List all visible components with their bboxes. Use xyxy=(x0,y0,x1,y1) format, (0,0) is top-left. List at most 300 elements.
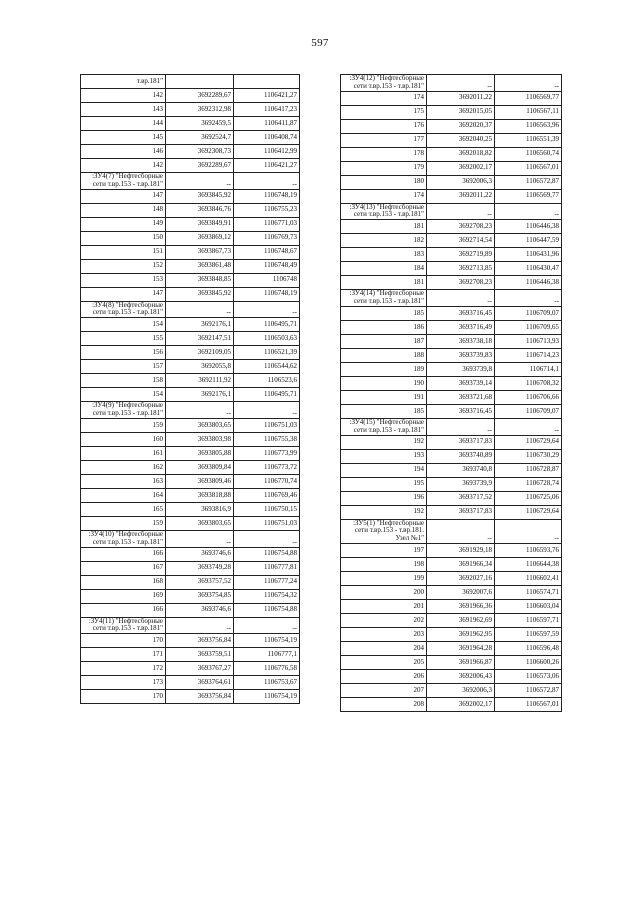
x-coordinate-cell: 3693848,85 xyxy=(166,273,234,287)
point-number-cell: 184 xyxy=(341,262,427,276)
point-number-cell: 186 xyxy=(341,320,427,334)
coordinate-row xyxy=(341,234,562,248)
x-coordinate-cell: 3693803,98 xyxy=(166,432,234,446)
x-coordinate-cell xyxy=(166,75,234,89)
y-coordinate-cell: 1106447,59 xyxy=(495,234,562,248)
coordinate-row xyxy=(341,220,562,234)
parcel-label-cell: :ЗУ4(10) "Нефтесборные сети т.вр.153 - т.вр.181" xyxy=(81,530,166,547)
y-coordinate-cell: 1106754,19 xyxy=(234,690,300,704)
y-coordinate-cell: 1106431,96 xyxy=(495,248,562,262)
point-number-cell: 161 xyxy=(81,446,166,460)
point-number-cell: 162 xyxy=(81,460,166,474)
y-coordinate-cell: 1106574,71 xyxy=(495,586,562,600)
y-coordinate-cell: 1106706,66 xyxy=(495,390,562,404)
x-coordinate-cell: 3693767,27 xyxy=(166,662,234,676)
point-number-cell: 199 xyxy=(341,572,427,586)
coordinate-row xyxy=(341,390,562,404)
point-number-cell: 188 xyxy=(341,348,427,362)
y-coordinate-cell: -- xyxy=(234,301,300,318)
coordinate-row xyxy=(81,676,300,690)
x-coordinate-cell: -- xyxy=(427,418,495,435)
point-number-cell: 166 xyxy=(81,547,166,561)
coordinate-row xyxy=(341,119,562,133)
coordinate-row xyxy=(341,175,562,189)
x-coordinate-cell: 3693740,89 xyxy=(427,449,495,463)
coordinate-row xyxy=(81,145,300,159)
coordinates-table-left xyxy=(80,74,300,704)
point-number-cell: 198 xyxy=(341,558,427,572)
point-number-cell: 190 xyxy=(341,376,427,390)
y-coordinate-cell: 1106563,96 xyxy=(495,119,562,133)
coordinate-row xyxy=(341,348,562,362)
y-coordinate-cell: 1106713,93 xyxy=(495,334,562,348)
coordinate-row xyxy=(81,189,300,203)
y-coordinate-cell: 1106421,27 xyxy=(234,159,300,173)
coordinate-row xyxy=(341,276,562,290)
x-coordinate-cell: 3693803,65 xyxy=(166,516,234,530)
x-coordinate-cell: 3693818,88 xyxy=(166,488,234,502)
parcel-header-row xyxy=(341,519,562,543)
x-coordinate-cell: 3693845,92 xyxy=(166,189,234,203)
point-number-cell: 159 xyxy=(81,516,166,530)
x-coordinate-cell: 3693759,51 xyxy=(166,648,234,662)
point-number-cell: 201 xyxy=(341,600,427,614)
coordinate-row xyxy=(341,376,562,390)
coordinate-row xyxy=(81,662,300,676)
coordinate-row xyxy=(341,491,562,505)
x-coordinate-cell: 3693717,83 xyxy=(427,435,495,449)
y-coordinate-cell: 1106776,58 xyxy=(234,662,300,676)
parcel-label-cell: :ЗУ4(9) "Нефтесборные сети т.вр.153 - т.вр.181" xyxy=(81,402,166,419)
x-coordinate-cell: 3692109,05 xyxy=(166,346,234,360)
coordinate-row xyxy=(81,131,300,145)
page-number: 597 xyxy=(311,37,329,49)
parcel-header-row xyxy=(81,617,300,634)
y-coordinate-cell: 1106495,71 xyxy=(234,318,300,332)
coordinate-row xyxy=(341,558,562,572)
coordinate-row xyxy=(81,231,300,245)
y-coordinate-cell: -- xyxy=(234,617,300,634)
y-coordinate-cell: 1106728,87 xyxy=(495,463,562,477)
y-coordinate-cell: 1106714,1 xyxy=(495,362,562,376)
x-coordinate-cell: -- xyxy=(427,519,495,543)
x-coordinate-cell: 3692011,22 xyxy=(427,91,495,105)
y-coordinate-cell: 1106750,15 xyxy=(234,502,300,516)
x-coordinate-cell: 3692015,05 xyxy=(427,105,495,119)
coordinate-row xyxy=(81,388,300,402)
point-number-cell: 181 xyxy=(341,276,427,290)
x-coordinate-cell: 3692708,23 xyxy=(427,276,495,290)
coordinate-row xyxy=(341,334,562,348)
x-coordinate-cell: 3692002,17 xyxy=(427,161,495,175)
y-coordinate-cell: 1106503,63 xyxy=(234,332,300,346)
coordinate-row xyxy=(341,133,562,147)
y-coordinate-cell: -- xyxy=(495,203,562,220)
coordinate-row xyxy=(341,642,562,656)
x-coordinate-cell: 3693756,84 xyxy=(166,690,234,704)
coordinate-row xyxy=(341,477,562,491)
point-number-cell: 168 xyxy=(81,575,166,589)
y-coordinate-cell: 1106593,76 xyxy=(495,544,562,558)
x-coordinate-cell: 3691962,69 xyxy=(427,614,495,628)
y-coordinate-cell: 1106600,26 xyxy=(495,656,562,670)
point-number-cell: 194 xyxy=(341,463,427,477)
coordinate-row xyxy=(81,203,300,217)
x-coordinate-cell: 3693716,45 xyxy=(427,306,495,320)
coordinate-row xyxy=(81,561,300,575)
x-coordinate-cell: 3692111,92 xyxy=(166,374,234,388)
y-coordinate-cell: 1106729,64 xyxy=(495,435,562,449)
x-coordinate-cell: 3692020,37 xyxy=(427,119,495,133)
point-number-cell: 196 xyxy=(341,491,427,505)
point-number-cell: 154 xyxy=(81,388,166,402)
point-number-cell: 197 xyxy=(341,544,427,558)
coordinate-row xyxy=(81,575,300,589)
x-coordinate-cell: 3692040,25 xyxy=(427,133,495,147)
parcel-label-cell: :ЗУ4(12) "Нефтесборные сети т.вр.153 - т.вр.181" xyxy=(341,75,427,92)
point-number-cell: 171 xyxy=(81,648,166,662)
x-coordinate-cell: 3693716,45 xyxy=(427,404,495,418)
point-number-cell: 193 xyxy=(341,449,427,463)
point-number-cell: 142 xyxy=(81,89,166,103)
y-coordinate-cell: 1106751,03 xyxy=(234,418,300,432)
y-coordinate-cell: 1106714,23 xyxy=(495,348,562,362)
point-number-cell: 170 xyxy=(81,690,166,704)
x-coordinate-cell: 3692459,5 xyxy=(166,117,234,131)
point-number-cell: 189 xyxy=(341,362,427,376)
coordinate-row xyxy=(81,259,300,273)
point-number-cell: 166 xyxy=(81,603,166,617)
point-number-cell: 151 xyxy=(81,245,166,259)
x-coordinate-cell: 3692006,43 xyxy=(427,670,495,684)
y-coordinate-cell xyxy=(234,75,300,89)
x-coordinate-cell: -- xyxy=(166,301,234,318)
coordinate-row xyxy=(81,432,300,446)
y-coordinate-cell: 1106773,72 xyxy=(234,460,300,474)
coordinate-row xyxy=(81,103,300,117)
x-coordinate-cell: 3693805,88 xyxy=(166,446,234,460)
coordinates-table-right-body xyxy=(341,75,562,712)
point-number-cell: 167 xyxy=(81,561,166,575)
coordinate-row xyxy=(81,648,300,662)
y-coordinate-cell: 1106754,19 xyxy=(234,634,300,648)
x-coordinate-cell: 3692708,23 xyxy=(427,220,495,234)
x-coordinate-cell: -- xyxy=(166,402,234,419)
y-coordinate-cell: 1106411,87 xyxy=(234,117,300,131)
x-coordinate-cell: 3693756,84 xyxy=(166,634,234,648)
y-coordinate-cell: -- xyxy=(495,418,562,435)
coordinate-row xyxy=(341,684,562,698)
y-coordinate-cell: 1106769,46 xyxy=(234,488,300,502)
x-coordinate-cell: -- xyxy=(166,173,234,190)
y-coordinate-cell: 1106753,67 xyxy=(234,676,300,690)
y-coordinate-cell: 1106569,77 xyxy=(495,91,562,105)
point-number-cell: 192 xyxy=(341,435,427,449)
y-coordinate-cell: 1106777,1 xyxy=(234,648,300,662)
x-coordinate-cell: 3692055,8 xyxy=(166,360,234,374)
y-coordinate-cell: 1106551,39 xyxy=(495,133,562,147)
y-coordinate-cell: 1106521,39 xyxy=(234,346,300,360)
coordinate-row xyxy=(341,572,562,586)
parcel-label-cell: :ЗУ4(8) "Нефтесборные сети т.вр.153 - т.вр.181" xyxy=(81,301,166,318)
x-coordinate-cell: 3693803,65 xyxy=(166,418,234,432)
coordinate-row xyxy=(81,690,300,704)
point-number-cell: 146 xyxy=(81,145,166,159)
point-number-cell: 181 xyxy=(341,220,427,234)
y-coordinate-cell: 1106770,74 xyxy=(234,474,300,488)
point-number-cell: 182 xyxy=(341,234,427,248)
y-coordinate-cell: 1106773,99 xyxy=(234,446,300,460)
x-coordinate-cell: -- xyxy=(427,203,495,220)
y-coordinate-cell: 1106572,87 xyxy=(495,175,562,189)
coordinate-row xyxy=(81,603,300,617)
point-number-cell: 163 xyxy=(81,474,166,488)
y-coordinate-cell: 1106417,23 xyxy=(234,103,300,117)
point-number-cell: 185 xyxy=(341,404,427,418)
coordinate-row xyxy=(341,544,562,558)
y-coordinate-cell: 1106748,19 xyxy=(234,189,300,203)
point-number-cell: 149 xyxy=(81,217,166,231)
parcel-label-cell: :ЗУ4(14) "Нефтесборные сети т.вр.153 - т.вр.181" xyxy=(341,290,427,307)
point-number-cell: 185 xyxy=(341,306,427,320)
y-coordinate-cell: 1106729,64 xyxy=(495,505,562,519)
point-number-cell: 158 xyxy=(81,374,166,388)
point-number-cell: 208 xyxy=(341,698,427,712)
parcel-header-row xyxy=(341,418,562,435)
coordinate-row xyxy=(81,418,300,432)
point-number-cell: 147 xyxy=(81,287,166,301)
y-coordinate-cell: 1106755,38 xyxy=(234,432,300,446)
y-coordinate-cell: 1106728,74 xyxy=(495,477,562,491)
x-coordinate-cell: 3693739,14 xyxy=(427,376,495,390)
y-coordinate-cell: 1106567,11 xyxy=(495,105,562,119)
point-number-cell: 165 xyxy=(81,502,166,516)
x-coordinate-cell: 3692289,67 xyxy=(166,159,234,173)
parcel-header-row xyxy=(341,75,562,92)
x-coordinate-cell: 3693764,61 xyxy=(166,676,234,690)
coordinate-row xyxy=(341,147,562,161)
coordinate-row xyxy=(341,189,562,203)
point-number-cell: 174 xyxy=(341,189,427,203)
point-number-cell: 160 xyxy=(81,432,166,446)
coordinate-row xyxy=(341,614,562,628)
coordinate-row xyxy=(341,435,562,449)
parcel-label-cell: :ЗУ4(15) "Нефтесборные сети т.вр.153 - т.вр.181" xyxy=(341,418,427,435)
parcel-header-row xyxy=(81,530,300,547)
y-coordinate-cell: 1106708,32 xyxy=(495,376,562,390)
x-coordinate-cell: 3693740,8 xyxy=(427,463,495,477)
point-number-cell: 178 xyxy=(341,147,427,161)
point-number-cell: 155 xyxy=(81,332,166,346)
y-coordinate-cell: 1106408,74 xyxy=(234,131,300,145)
x-coordinate-cell: 3693861,48 xyxy=(166,259,234,273)
y-coordinate-cell: 1106777,24 xyxy=(234,575,300,589)
coordinate-row xyxy=(81,159,300,173)
point-number-cell: 142 xyxy=(81,159,166,173)
x-coordinate-cell: 3692312,98 xyxy=(166,103,234,117)
point-number-cell: 154 xyxy=(81,318,166,332)
coordinate-row xyxy=(81,547,300,561)
y-coordinate-cell: 1106644,38 xyxy=(495,558,562,572)
point-number-cell: 176 xyxy=(341,119,427,133)
point-number-cell: 157 xyxy=(81,360,166,374)
y-coordinate-cell: 1106754,32 xyxy=(234,589,300,603)
coordinate-row xyxy=(341,586,562,600)
point-number-cell: 147 xyxy=(81,189,166,203)
y-coordinate-cell: -- xyxy=(495,519,562,543)
coordinate-row xyxy=(81,474,300,488)
coordinate-row xyxy=(341,449,562,463)
point-number-cell: 159 xyxy=(81,418,166,432)
point-number-cell: 205 xyxy=(341,656,427,670)
coordinate-row xyxy=(341,505,562,519)
y-coordinate-cell: 1106771,03 xyxy=(234,217,300,231)
x-coordinate-cell: 3691966,87 xyxy=(427,656,495,670)
x-coordinate-cell: 3693757,52 xyxy=(166,575,234,589)
coordinate-row xyxy=(341,262,562,276)
coordinate-row xyxy=(341,698,562,712)
coordinate-row xyxy=(341,463,562,477)
y-coordinate-cell: 1106544,62 xyxy=(234,360,300,374)
y-coordinate-cell: 1106602,41 xyxy=(495,572,562,586)
y-coordinate-cell: 1106560,74 xyxy=(495,147,562,161)
x-coordinate-cell: 3693716,49 xyxy=(427,320,495,334)
point-number-cell: 177 xyxy=(341,133,427,147)
y-coordinate-cell: 1106754,88 xyxy=(234,547,300,561)
point-number-cell: 153 xyxy=(81,273,166,287)
coordinate-row xyxy=(341,628,562,642)
y-coordinate-cell: 1106751,03 xyxy=(234,516,300,530)
x-coordinate-cell: -- xyxy=(166,530,234,547)
y-coordinate-cell: -- xyxy=(495,75,562,92)
x-coordinate-cell: 3693869,12 xyxy=(166,231,234,245)
parcel-label-cell: :ЗУ4(7) "Нефтесборные сети т.вр.153 - т.вр.181" xyxy=(81,173,166,190)
point-number-cell: 175 xyxy=(341,105,427,119)
x-coordinate-cell: -- xyxy=(427,75,495,92)
x-coordinate-cell: 3692176,1 xyxy=(166,318,234,332)
x-coordinate-cell: 3693867,73 xyxy=(166,245,234,259)
y-coordinate-cell: 1106446,38 xyxy=(495,220,562,234)
x-coordinate-cell: 3692018,82 xyxy=(427,147,495,161)
y-coordinate-cell: 1106748,19 xyxy=(234,287,300,301)
x-coordinate-cell: 3693739,9 xyxy=(427,477,495,491)
point-number-cell: 174 xyxy=(341,91,427,105)
y-coordinate-cell: 1106569,77 xyxy=(495,189,562,203)
y-coordinate-cell: 1106495,71 xyxy=(234,388,300,402)
coordinate-row xyxy=(81,217,300,231)
point-number-cell: т.вр.181" xyxy=(81,75,166,89)
point-number-cell: 145 xyxy=(81,131,166,145)
x-coordinate-cell: 3691964,28 xyxy=(427,642,495,656)
x-coordinate-cell: 3693721,68 xyxy=(427,390,495,404)
coordinate-row xyxy=(81,634,300,648)
coordinate-row xyxy=(81,117,300,131)
point-number-cell: 203 xyxy=(341,628,427,642)
y-coordinate-cell: 1106446,38 xyxy=(495,276,562,290)
point-number-cell: 169 xyxy=(81,589,166,603)
coordinate-row xyxy=(81,488,300,502)
x-coordinate-cell: 3692007,6 xyxy=(427,586,495,600)
point-number-cell: 143 xyxy=(81,103,166,117)
coordinate-row xyxy=(341,105,562,119)
point-number-cell: 173 xyxy=(81,676,166,690)
y-coordinate-cell: 1106777,81 xyxy=(234,561,300,575)
point-number-cell: 183 xyxy=(341,248,427,262)
coordinate-row xyxy=(81,346,300,360)
point-number-cell: 200 xyxy=(341,586,427,600)
x-coordinate-cell: 3692524,7 xyxy=(166,131,234,145)
point-number-cell: 156 xyxy=(81,346,166,360)
x-coordinate-cell: 3693746,6 xyxy=(166,603,234,617)
point-number-cell: 195 xyxy=(341,477,427,491)
coordinate-row xyxy=(81,75,300,89)
y-coordinate-cell: 1106573,06 xyxy=(495,670,562,684)
y-coordinate-cell: 1106709,07 xyxy=(495,404,562,418)
point-number-cell: 192 xyxy=(341,505,427,519)
coordinate-row xyxy=(341,161,562,175)
x-coordinate-cell: 3693809,84 xyxy=(166,460,234,474)
coordinate-row xyxy=(341,404,562,418)
parcel-label-cell: :ЗУ4(11) "Нефтесборные сети т.вр.153 - т.вр.181" xyxy=(81,617,166,634)
point-number-cell: 164 xyxy=(81,488,166,502)
point-number-cell: 180 xyxy=(341,175,427,189)
coordinate-row xyxy=(341,306,562,320)
x-coordinate-cell: 3692713,85 xyxy=(427,262,495,276)
x-coordinate-cell: 3693845,92 xyxy=(166,287,234,301)
parcel-header-row xyxy=(81,173,300,190)
coordinate-row xyxy=(81,287,300,301)
point-number-cell: 207 xyxy=(341,684,427,698)
coordinate-row xyxy=(341,362,562,376)
x-coordinate-cell: 3692006,3 xyxy=(427,684,495,698)
point-number-cell: 187 xyxy=(341,334,427,348)
x-coordinate-cell: 3693816,9 xyxy=(166,502,234,516)
y-coordinate-cell: 1106709,65 xyxy=(495,320,562,334)
coordinate-row xyxy=(81,502,300,516)
y-coordinate-cell: 1106430,47 xyxy=(495,262,562,276)
y-coordinate-cell: 1106748,67 xyxy=(234,245,300,259)
x-coordinate-cell: 3692714,54 xyxy=(427,234,495,248)
x-coordinate-cell: 3692006,3 xyxy=(427,175,495,189)
point-number-cell: 179 xyxy=(341,161,427,175)
coordinate-row xyxy=(341,600,562,614)
y-coordinate-cell: -- xyxy=(234,402,300,419)
x-coordinate-cell: 3693738,18 xyxy=(427,334,495,348)
y-coordinate-cell: 1106567,01 xyxy=(495,161,562,175)
coordinate-row xyxy=(341,248,562,262)
coordinate-row xyxy=(81,516,300,530)
coordinates-table-left-body xyxy=(81,75,300,704)
x-coordinate-cell: 3691966,34 xyxy=(427,558,495,572)
coordinates-table-right xyxy=(340,74,562,712)
point-number-cell: 148 xyxy=(81,203,166,217)
x-coordinate-cell: 3692289,67 xyxy=(166,89,234,103)
y-coordinate-cell: 1106572,87 xyxy=(495,684,562,698)
point-number-cell: 170 xyxy=(81,634,166,648)
x-coordinate-cell: 3693739,83 xyxy=(427,348,495,362)
coordinate-row xyxy=(81,589,300,603)
x-coordinate-cell: 3691929,18 xyxy=(427,544,495,558)
point-number-cell: 206 xyxy=(341,670,427,684)
y-coordinate-cell: 1106748 xyxy=(234,273,300,287)
parcel-header-row xyxy=(341,203,562,220)
x-coordinate-cell: 3693809,46 xyxy=(166,474,234,488)
point-number-cell: 204 xyxy=(341,642,427,656)
coordinate-row xyxy=(81,318,300,332)
y-coordinate-cell: 1106769,73 xyxy=(234,231,300,245)
y-coordinate-cell: 1106754,88 xyxy=(234,603,300,617)
x-coordinate-cell: 3691962,95 xyxy=(427,628,495,642)
